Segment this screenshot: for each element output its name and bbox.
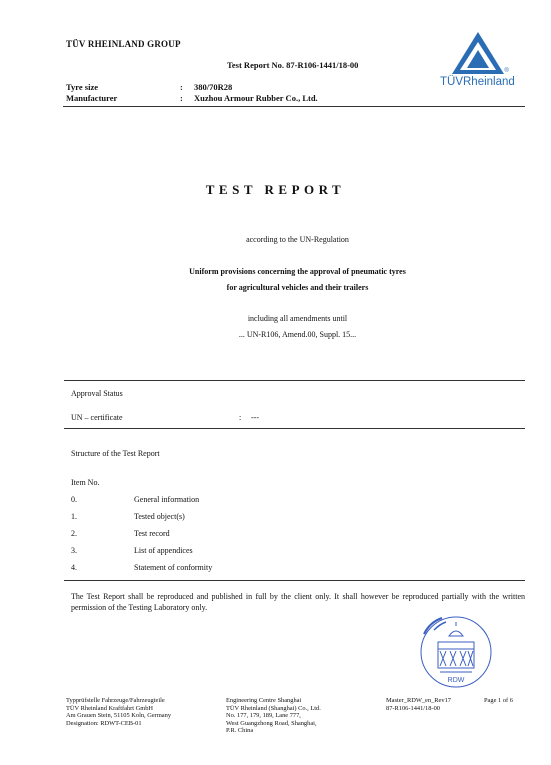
logo-text (440, 68, 515, 88)
footer-col-2 (226, 697, 321, 735)
item-number: 0. (71, 495, 77, 504)
structure-heading: Structure of the Test Report (71, 449, 160, 458)
rdw-stamp (416, 614, 496, 690)
reproduction-notice: The Test Report shall be reproduced and published in full by the client only. It shall however be reproduced partially with the written permission of the Testing Laboratory only. (71, 592, 525, 612)
manufacturer-label: Manufacturer (66, 93, 118, 103)
item-label: General information (134, 495, 200, 504)
footer-col-1 (66, 697, 171, 727)
item-number: 2. (71, 529, 77, 538)
item-no-label: Item No. (71, 478, 100, 487)
footer-line: 87-R106-1441/18-00 (386, 704, 440, 712)
provisions-line-2: for agricultural vehicles and their trailers (226, 283, 369, 292)
un-certificate-value: --- (251, 413, 259, 422)
amendments-line-1: including all amendments until (247, 314, 348, 323)
approval-bottom-divider (64, 428, 525, 429)
footer-line: TÜV Rheinland (Shanghai) Co., Ltd. (226, 704, 321, 712)
structure-divider (64, 580, 525, 581)
tyre-size-value: 380/70R28 (194, 82, 233, 92)
item-number: 3. (71, 546, 77, 555)
report-number: Test Report No. 87-R106-1441/18-00 (227, 60, 359, 70)
approval-top-divider (64, 380, 525, 381)
item-label: Test record (134, 529, 170, 538)
registered-mark: ® (504, 68, 509, 74)
logo-wordmark: TÜVRheinland (440, 76, 515, 88)
manufacturer-value: Xuzhou Armour Rubber Co., Ltd. (194, 93, 318, 103)
item-number: 1. (71, 512, 77, 521)
page-title: TEST REPORT (205, 182, 346, 197)
tyre-size-sep: : (180, 82, 183, 92)
stamp-text: RDW (447, 677, 465, 684)
footer-col-3 (386, 697, 451, 712)
group-name: TÜV RHEINLAND GROUP (66, 39, 181, 49)
page-number: Page 1 of 6 (484, 697, 513, 704)
header-divider (63, 106, 525, 107)
amendments-line-2: ... UN-R106, Amend.00, Suppl. 15... (238, 330, 357, 339)
footer-line: Typprüfstelle Fahrzeuge/Fahrzeugteile (66, 697, 165, 704)
un-certificate-label: UN – certificate (71, 413, 123, 422)
footer-line: Designation: RDWT-CEB-01 (66, 719, 142, 727)
rdw-seal-icon (416, 614, 496, 690)
provisions-line-1: Uniform provisions concerning the approval of pneumatic tyres (189, 267, 406, 276)
footer-line: Master_RDW_en_Rev17 (386, 697, 451, 704)
footer-line: Engineering Centre Shanghai (226, 697, 302, 704)
footer-line: No. 177, 179, 189, Lane 777, (226, 712, 301, 719)
footer-line: TÜV Rheinland Kraftfahrt GmbH (66, 704, 154, 712)
item-label: List of appendices (134, 546, 193, 555)
item-number: 4. (71, 563, 77, 572)
item-label: Tested object(s) (134, 512, 185, 521)
footer-line: P.R. China (226, 727, 254, 734)
tyre-size-label: Tyre size (66, 82, 99, 92)
item-label: Statement of conformity (134, 563, 213, 572)
manufacturer-sep: : (180, 93, 183, 103)
un-certificate-sep: : (239, 413, 242, 422)
tuv-logo (440, 30, 516, 88)
footer-line: West Guangzhong Road, Shanghai, (226, 719, 317, 727)
according-text: according to the UN-Regulation (246, 235, 349, 244)
footer-line: Am Grauen Stein, 51105 Koln, Germany (66, 712, 172, 719)
approval-heading: Approval Status (71, 389, 123, 398)
